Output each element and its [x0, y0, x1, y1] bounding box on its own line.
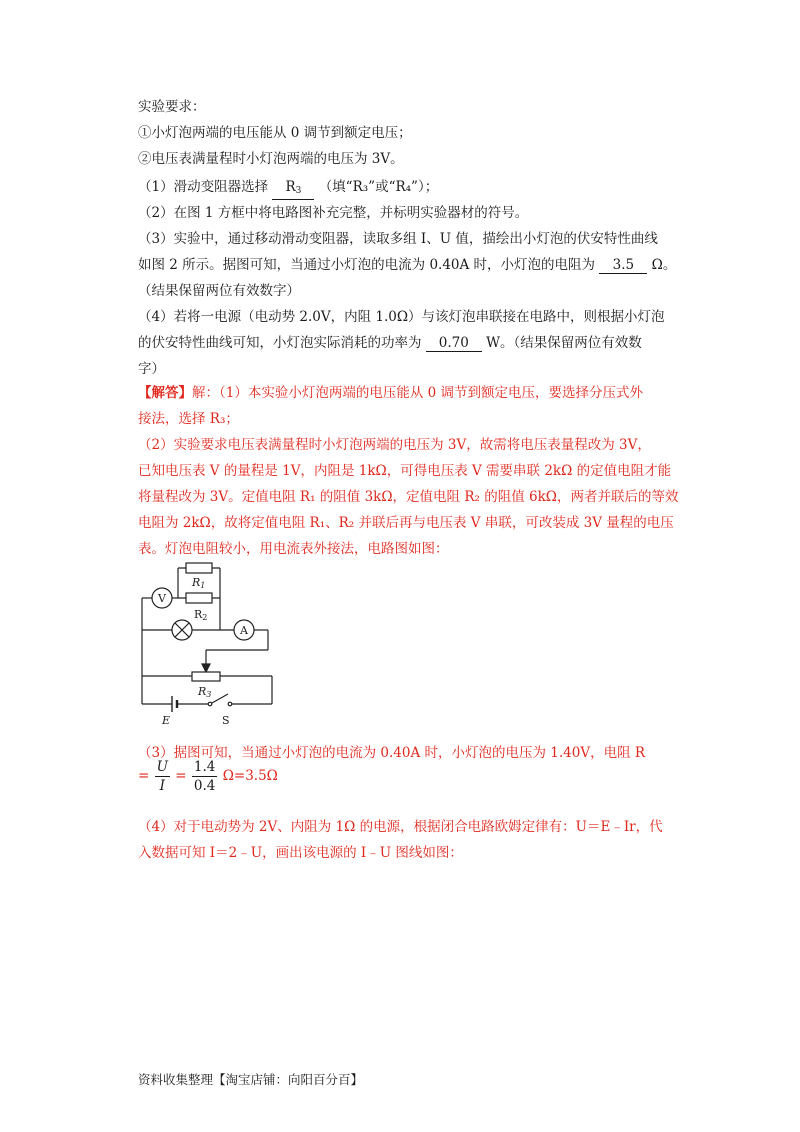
battery-label: E — [162, 714, 171, 727]
requirement-2: ②电压表满量程时小灯泡两端的电压为 3V。 — [138, 151, 404, 167]
r3-sub: 3 — [206, 690, 212, 699]
solution-tag: 【解答】 — [138, 385, 192, 401]
q1-prefix: （1）滑动变阻器选择 — [138, 179, 269, 195]
q1-answer-sub: 3 — [295, 186, 302, 196]
r3-label — [197, 685, 211, 699]
fraction-u-over-i — [155, 758, 170, 795]
r3-letter: R — [198, 685, 207, 698]
r2-resistor — [186, 593, 212, 603]
eq-prefix: = — [138, 768, 150, 784]
solution-2-line3: 将量程改为 3V。定值电阻 R₁ 的阻值 3kΩ，定值电阻 R₂ 的阻值 6kΩ，两者并联后的等效 — [138, 489, 679, 505]
ammeter-label: A — [240, 624, 248, 637]
frac1-denominator: I — [159, 778, 165, 794]
frac2-numerator: 1.4 — [193, 759, 216, 775]
question-1 — [138, 174, 698, 200]
q3-answer: 3.5 — [599, 257, 647, 274]
q4-prefix: 的伏安特性曲线可知，小灯泡实际消耗的功率为 — [138, 335, 422, 351]
voltmeter-label: V — [158, 592, 166, 605]
r3-rheostat — [192, 672, 220, 681]
switch-pivot — [208, 702, 212, 706]
solution-2-line2: 已知电压表 V 的量程是 1V，内阻是 1kΩ，可得电压表 V 需要串联 2kΩ 的定值电阻才能 — [138, 463, 672, 479]
eq-result: Ω=3.5Ω — [222, 768, 278, 784]
solution-2-line5: 表。灯泡电阻较小，用电流表外接法，电路图如图： — [138, 541, 449, 557]
question-4-line3: 字） — [138, 361, 165, 377]
question-3-line2 — [138, 252, 698, 278]
solution-3-equation — [138, 758, 278, 808]
fraction-values — [192, 758, 217, 795]
question-2: （2）在图 1 方框中将电路图补充完整，并标明实验器材的符号。 — [138, 205, 529, 221]
solution-1-text: 解：（1）本实验小灯泡两端的电压能从 0 调节到额定电压，要选择分压式外 — [192, 385, 644, 401]
r1-letter: R — [192, 576, 201, 589]
requirement-1: ①小灯泡两端的电压能从 0 调节到额定电压； — [138, 125, 412, 141]
r1-sub: 1 — [200, 581, 206, 590]
footer-source: 资料收集整理【淘宝店铺：向阳百分百】 — [138, 1072, 364, 1087]
switch-label: S — [222, 714, 230, 727]
frac1-numerator: U — [156, 759, 168, 775]
eq-mid: = — [175, 768, 187, 784]
q1-answer — [272, 179, 314, 200]
solution-4-line2: 入数据可知 I＝2﹣U，画出该电源的 I﹣U 图线如图： — [138, 845, 463, 861]
switch-lever — [212, 694, 228, 703]
solution-4-line1: （4）对于电动势为 2V、内阻为 1Ω 的电源，根据闭合电路欧姆定律有：U＝E﹣Ir，代 — [138, 819, 663, 835]
r1-label — [191, 576, 205, 590]
r2-letter: R — [194, 608, 203, 621]
r2-label — [194, 608, 207, 622]
q3-unit: Ω。 — [651, 257, 677, 273]
solution-2-line4: 电阻为 2kΩ，故将定值电阻 R₁、R₂ 并联后再与电压表 V 串联，可改装成 3V 量程的电压 — [138, 515, 674, 531]
r2-sub: 2 — [202, 613, 208, 622]
q3-prefix: 如图 2 所示。据图可知，当通过小灯泡的电流为 0.40A 时，小灯泡的电阻为 — [138, 257, 596, 273]
circuit-diagram — [136, 558, 276, 728]
q4-suffix: W。（结果保留两位有效数 — [486, 335, 642, 351]
question-3-line1: （3）实验中，通过移动滑动变阻器，读取多组 I、U 值，描绘出小灯泡的伏安特性曲线 — [138, 231, 658, 247]
q4-answer: 0.70 — [426, 335, 482, 352]
q1-suffix: （填“R₃”或“R₄”）； — [318, 179, 439, 195]
solution-2-line1: （2）实验要求电压表满量程时小灯泡两端的电压为 3V，故需将电压表量程改为 3V， — [138, 437, 651, 453]
question-3-line3: （结果保留两位有效数字） — [138, 283, 300, 299]
question-4-line2 — [138, 330, 698, 356]
solution-1-line2: 接法，选择 R₃； — [138, 411, 239, 427]
switch-contact — [228, 702, 232, 706]
requirements-title: 实验要求： — [138, 99, 206, 115]
solution-3-line1: （3）据图可知，当通过小灯泡的电流为 0.40A 时，小灯泡的电压为 1.40V，电阻 R — [138, 745, 646, 761]
slider-arrow — [202, 664, 210, 672]
frac2-denominator: 0.4 — [193, 778, 216, 794]
q1-answer-letter: R — [285, 179, 296, 195]
question-4-line1: （4）若将一电源（电动势 2.0V，内阻 1.0Ω）与该灯泡串联接在电路中，则根据小灯泡 — [138, 309, 665, 325]
r1-resistor — [186, 563, 212, 573]
